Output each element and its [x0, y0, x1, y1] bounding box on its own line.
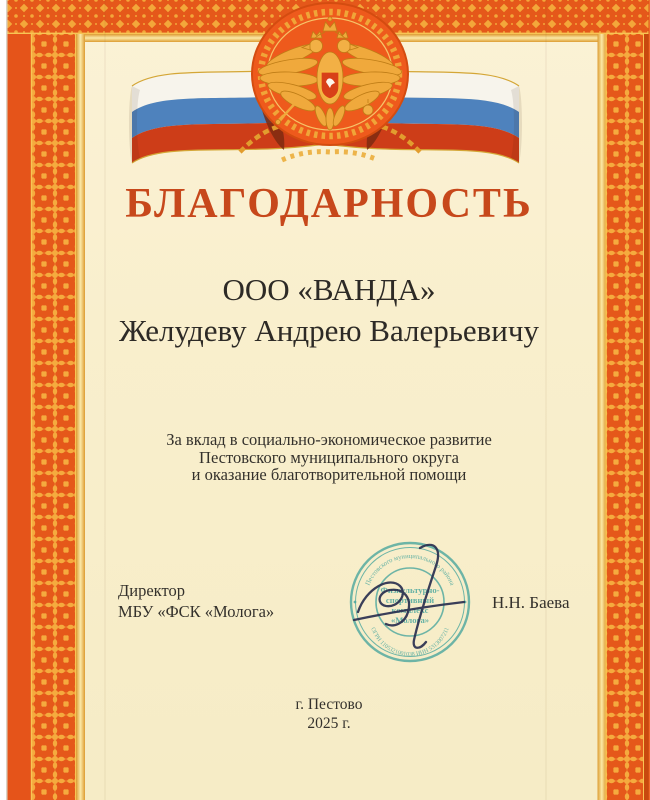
coat-of-arms-medallion — [230, 0, 430, 180]
recipient-person-name: Желудеву Андрею Валерьевичу — [119, 313, 539, 348]
footer-year: 2025 г. — [307, 715, 351, 732]
certificate-body-text — [84, 431, 574, 484]
recipient-organization: ООО «ВАНДА» — [222, 272, 436, 307]
signer-role-line-1: Директор — [118, 581, 185, 600]
stamp-ring-top-text: Пестовского муниципального района — [364, 552, 456, 587]
stamp-center-line-4: «Молога» — [390, 615, 430, 625]
body-line-1: За вклад в социально-экономическое развитие — [166, 430, 492, 449]
stamp-center-line-3: комплекс — [391, 605, 429, 615]
scan-crease — [104, 0, 106, 800]
scan-crease — [545, 0, 547, 800]
signer-role — [118, 580, 274, 622]
official-stamp — [344, 536, 476, 668]
certificate-footer — [84, 695, 574, 733]
signer-role-line-2: МБУ «ФСК «Молога» — [118, 602, 275, 621]
stamp-center-line-1: Физкультурно- — [380, 585, 440, 595]
body-line-3: и оказание благотворительной помощи — [191, 465, 467, 484]
signer-name: Н.Н. Баева — [492, 593, 570, 612]
certificate-title: БЛАГОДАРНОСТЬ — [125, 181, 533, 227]
body-line-2: Пестовского муниципального округа — [199, 447, 459, 467]
stamp-center-line-2: спортивный — [385, 595, 435, 605]
stamp-ring-bottom-text: ОГРН 1105321001038 ИНН 5313007211 — [369, 626, 451, 659]
footer-place: г. Пестово — [295, 696, 363, 713]
